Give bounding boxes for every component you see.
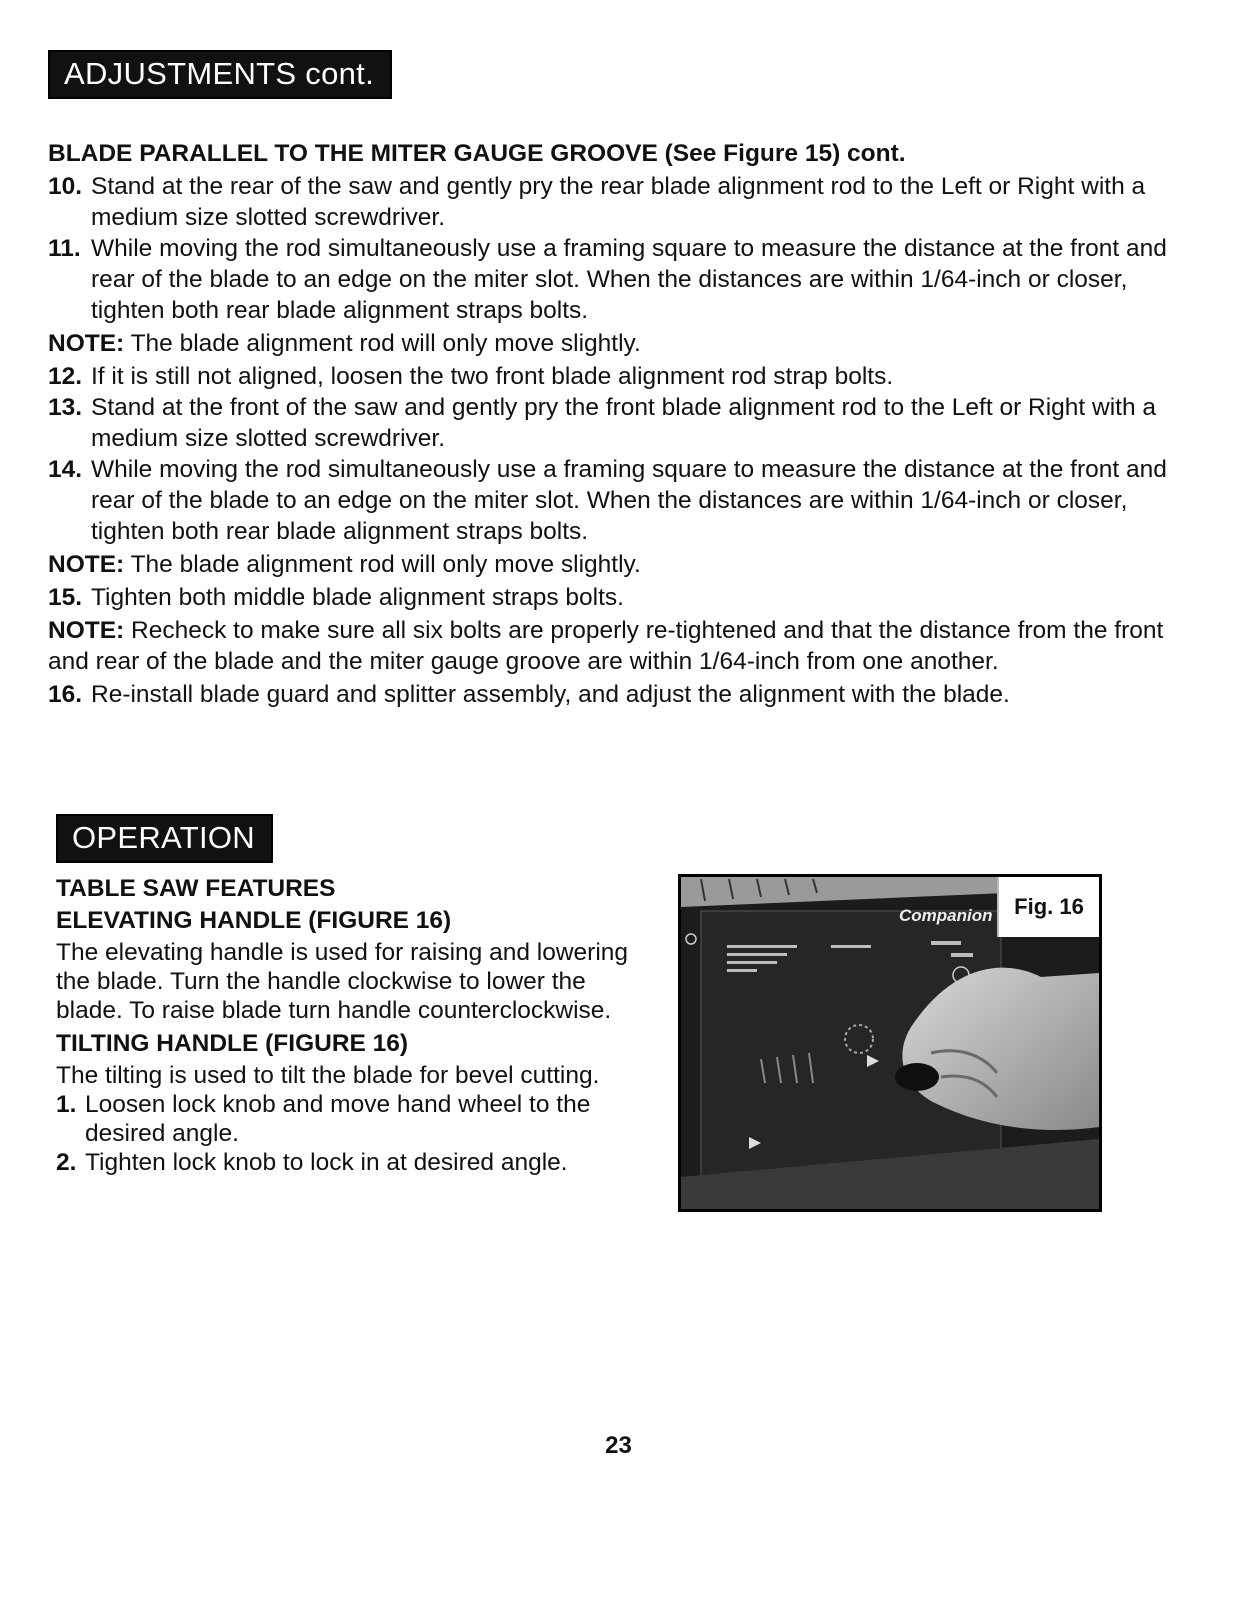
step-text: If it is still not aligned, loosen the two front blade alignment rod strap bolts. xyxy=(91,363,894,390)
adjustment-step xyxy=(48,679,1198,710)
adjustment-step xyxy=(48,582,1198,613)
step-text: Tighten both middle blade alignment straps bolts. xyxy=(91,584,624,611)
operation-banner: OPERATION xyxy=(56,814,273,863)
figure-label: Fig. 16 xyxy=(997,877,1099,937)
step-text: While moving the rod simultaneously use a framing square to measure the distance at the front and rear of the blade to an edge on the miter slot. When the distances are within 1/64-inch or closer, tighten both rear blade alignment straps bolts. xyxy=(91,456,1167,545)
note-label: NOTE: xyxy=(48,551,125,578)
step-number: 10. xyxy=(48,173,83,200)
step-number: 13. xyxy=(48,394,83,421)
page-number: 23 xyxy=(605,1432,632,1459)
elevating-handle-heading: ELEVATING HANDLE (FIGURE 16) xyxy=(56,907,452,934)
adjustment-step xyxy=(48,392,1198,454)
step-number: 2. xyxy=(56,1149,77,1176)
step-number: 12. xyxy=(48,363,83,390)
step-number: 14. xyxy=(48,456,83,483)
step-text: Tighten lock knob to lock in at desired angle. xyxy=(85,1149,568,1176)
adjustments-banner: ADJUSTMENTS cont. xyxy=(48,50,392,99)
brand-logo: Companion xyxy=(899,906,993,925)
step-number: 15. xyxy=(48,584,83,611)
operation-section xyxy=(56,872,656,1177)
elevating-handle-text: The elevating handle is used for raising and lowering the blade. Turn the handle clockwise to lower the blade. To raise blade turn handle counterclockwise. xyxy=(56,939,629,1024)
step-number: 11. xyxy=(48,235,81,262)
step-text: Re-install blade guard and splitter assembly, and adjust the alignment with the blade. xyxy=(91,681,1010,708)
note-label: NOTE: xyxy=(48,330,125,357)
operation-step xyxy=(56,1090,656,1148)
note-text: The blade alignment rod will only move slightly. xyxy=(124,330,641,357)
adjustment-step xyxy=(48,454,1198,547)
note xyxy=(48,328,1198,359)
adjustment-step xyxy=(48,233,1198,326)
step-text: While moving the rod simultaneously use a framing square to measure the distance at the front and rear of the blade to an edge on the miter slot. When the distances are within 1/64-inch or closer, tighten both rear blade alignment straps bolts. xyxy=(91,235,1167,324)
section-heading: BLADE PARALLEL TO THE MITER GAUGE GROOVE (See Figure 15) cont. xyxy=(48,140,906,167)
adjustment-step xyxy=(48,171,1198,233)
step-text: Stand at the rear of the saw and gently pry the rear blade alignment rod to the Left or Right with a medium size slotted screwdriver. xyxy=(91,173,1146,231)
adjustment-step xyxy=(48,361,1198,392)
tilting-handle-heading: TILTING HANDLE (FIGURE 16) xyxy=(56,1030,409,1057)
note-text: The blade alignment rod will only move slightly. xyxy=(124,551,641,578)
adjustments-steps xyxy=(48,171,1198,710)
figure-16-photo xyxy=(678,874,1102,1212)
note-text: Recheck to make sure all six bolts are properly re-tightened and that the distance from the front and rear of the blade and the miter gauge groove are within 1/64-inch from one another. xyxy=(48,617,1164,675)
note xyxy=(48,549,1198,580)
adjustments-section xyxy=(48,138,1198,710)
step-text: Stand at the front of the saw and gently pry the front blade alignment rod to the Left or Right with a medium size slotted screwdriver. xyxy=(91,394,1157,452)
operation-step xyxy=(56,1148,656,1177)
table-saw-features-heading: TABLE SAW FEATURES xyxy=(56,875,336,902)
note xyxy=(48,615,1198,677)
tilting-handle-text: The tilting is used to tilt the blade for bevel cutting. xyxy=(56,1062,600,1089)
note-label: NOTE: xyxy=(48,617,125,644)
step-text: Loosen lock knob and move hand wheel to the desired angle. xyxy=(85,1091,591,1147)
step-number: 16. xyxy=(48,681,83,708)
step-number: 1. xyxy=(56,1091,77,1118)
